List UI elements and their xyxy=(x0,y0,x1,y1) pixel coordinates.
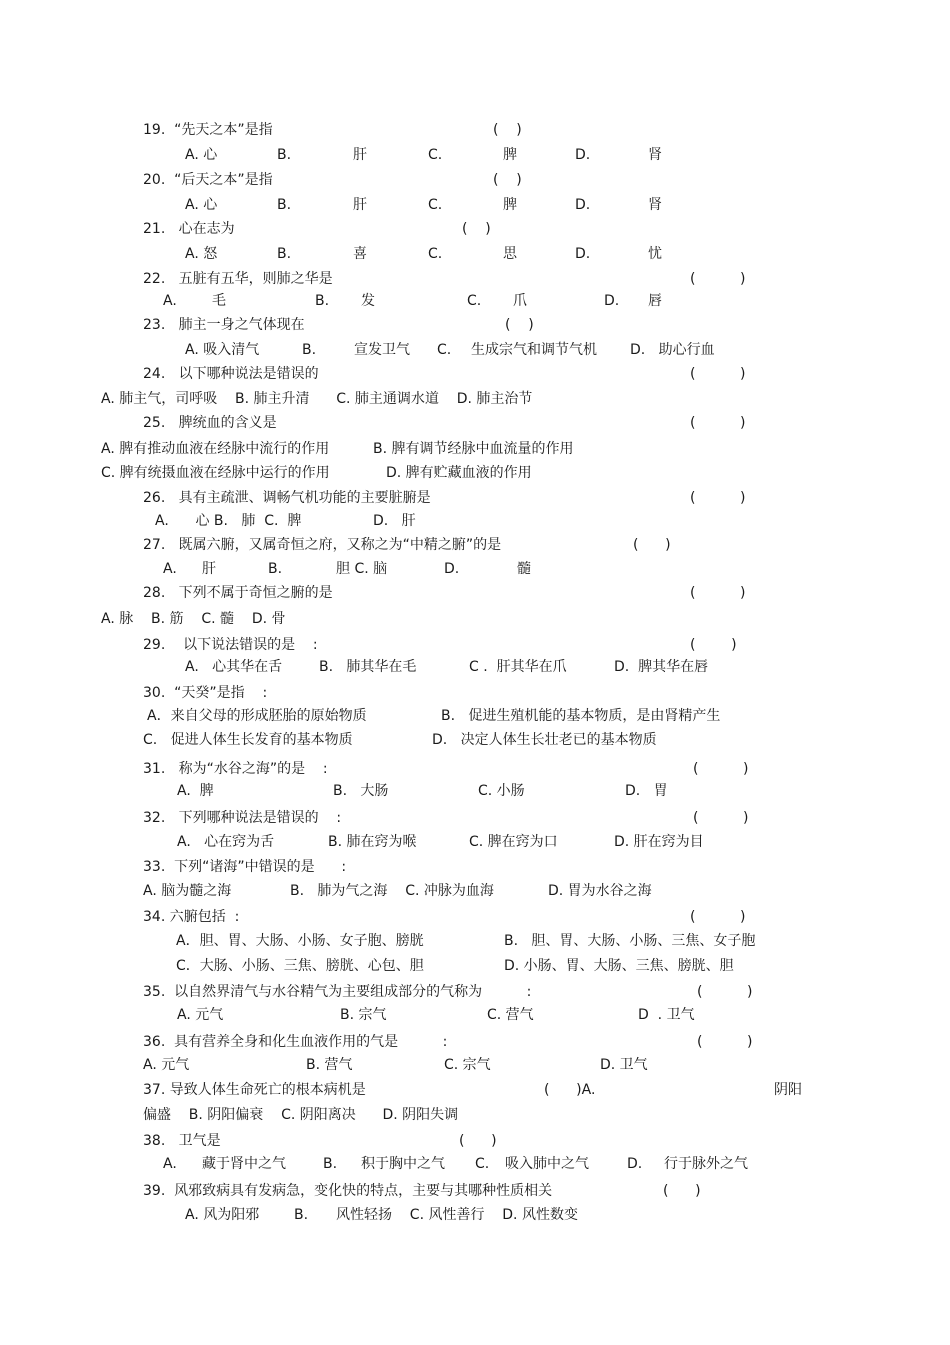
text-line: C. xyxy=(428,246,443,262)
text-line: C. xyxy=(437,342,452,358)
text-line: 23. 肺主一身之气体现在 xyxy=(143,317,305,333)
text-line: ( ) xyxy=(690,490,746,506)
text-line: A. xyxy=(163,1156,177,1172)
text-line: 风性轻扬 C. 风性善行 D. 风性数变 xyxy=(336,1207,578,1223)
text-line: A. xyxy=(163,293,177,309)
text-line: B. 营气 xyxy=(306,1057,353,1073)
text-line: 30. “天癸”是指 : xyxy=(143,685,268,701)
text-line: A. 心 xyxy=(185,197,218,213)
text-line: ( ) xyxy=(690,366,746,382)
text-line: 37. 导致人体生命死亡的根本病机是 xyxy=(143,1082,366,1098)
text-line: ( ) xyxy=(690,909,746,925)
text-line: B. 肺在窍为喉 xyxy=(328,834,417,850)
text-line: B. 胆、胃、大肠、小肠、三焦、女子胞 xyxy=(504,933,756,949)
text-line: B. 肺其华在毛 xyxy=(319,659,417,675)
text-line: 思 xyxy=(503,246,517,262)
text-line: D. xyxy=(575,147,591,163)
text-line: B. xyxy=(268,561,283,577)
text-line: 爪 xyxy=(513,293,527,309)
text-line: 阴阳 xyxy=(774,1082,802,1098)
text-line: ( ) xyxy=(690,585,746,601)
text-line: 39. 风邪致病具有发病急，变化快的特点，主要与其哪种性质相关 xyxy=(143,1183,553,1199)
text-line: 25. 脾统血的含义是 xyxy=(143,415,277,431)
text-line: A. 心 xyxy=(185,147,218,163)
text-line: 吸入肺中之气 xyxy=(505,1156,589,1172)
text-line: B. 大肠 xyxy=(333,783,389,799)
text-line: D. 脾有贮藏血液的作用 xyxy=(386,465,532,481)
text-line: D. 脾其华在唇 xyxy=(614,659,709,675)
text-line: C. xyxy=(428,147,443,163)
text-line: C. xyxy=(467,293,482,309)
text-line: 28. 下列不属于奇恒之腑的是 xyxy=(143,585,333,601)
text-line: 喜 xyxy=(353,246,367,262)
text-line: 髓 xyxy=(517,561,531,577)
text-line: 肝 xyxy=(353,197,367,213)
text-line: A. 怒 xyxy=(185,246,218,262)
text-line: 21. 心在志为 xyxy=(143,221,235,237)
text-line: C. 脾有统摄血液在经脉中运行的作用 xyxy=(101,465,330,481)
text-line: ( ) xyxy=(505,317,534,333)
text-line: ( ) xyxy=(633,537,671,553)
text-line: 38. 卫气是 xyxy=(143,1133,221,1149)
text-line: ( ) xyxy=(493,122,522,138)
text-line: 脾 xyxy=(503,197,517,213)
text-line: 35. 以自然界清气与水谷精气为主要组成部分的气称为 : xyxy=(143,984,532,1000)
text-line: D. 胃为水谷之海 xyxy=(548,883,652,899)
text-line: ( ) xyxy=(459,1133,497,1149)
text-line: D. 肝在窍为目 xyxy=(614,834,704,850)
text-line: D . 卫气 xyxy=(638,1007,695,1023)
text-line: A. 肺主气，司呼吸 B. 肺主升清 C. 肺主通调水道 D. 肺主治节 xyxy=(101,391,533,407)
text-line: B. xyxy=(277,246,292,262)
text-line: B. 宗气 xyxy=(340,1007,387,1023)
text-line: ( ) xyxy=(697,984,753,1000)
text-line: B. 肺为气之海 C. 冲脉为血海 xyxy=(290,883,494,899)
text-line: C. 小肠 xyxy=(478,783,525,799)
text-line: 行于脉外之气 xyxy=(664,1156,748,1172)
text-line: ( ) xyxy=(690,271,746,287)
text-line: 肝 xyxy=(353,147,367,163)
text-line: ( ) xyxy=(663,1183,701,1199)
text-line: D. xyxy=(444,561,460,577)
text-line: C . 肝其华在爪 xyxy=(469,659,567,675)
text-line: 忧 xyxy=(648,246,662,262)
text-line: ( ) xyxy=(690,637,737,653)
text-line: D. xyxy=(627,1156,643,1172)
text-line: A. 心在窍为舌 xyxy=(177,834,275,850)
text-line: 33. 下列“诸海”中错误的是 : xyxy=(143,859,347,875)
text-line: 发 xyxy=(361,293,375,309)
text-line: D. xyxy=(575,197,591,213)
text-line: D. xyxy=(575,246,591,262)
text-line: 20. “后天之本”是指 xyxy=(143,172,273,188)
text-line: A．胆、胃、大肠、小肠、女子胞、膀胱 xyxy=(176,933,424,949)
text-line: 31. 称为“水谷之海”的是 : xyxy=(143,761,328,777)
text-line: D. xyxy=(604,293,620,309)
text-line: B. xyxy=(323,1156,338,1172)
text-line: 生成宗气和调节气机 xyxy=(471,342,597,358)
text-line: B. xyxy=(302,342,317,358)
text-line: B. xyxy=(315,293,330,309)
text-line: 29. 以下说法错误的是 : xyxy=(143,637,318,653)
text-line: D. 助心行血 xyxy=(630,342,715,358)
text-line: B. xyxy=(294,1207,309,1223)
text-line: D. 卫气 xyxy=(600,1057,648,1073)
text-line: A. 元气 xyxy=(177,1007,224,1023)
text-line: D. 胃 xyxy=(625,783,668,799)
text-line: 22. 五脏有五华，则肺之华是 xyxy=(143,271,333,287)
text-line: C. xyxy=(428,197,443,213)
text-line: 24. 以下哪种说法是错误的 xyxy=(143,366,319,382)
text-line: B. xyxy=(277,197,292,213)
text-line: 36. 具有营养全身和化生血液作用的气是 : xyxy=(143,1034,448,1050)
text-line: ( ) xyxy=(693,761,749,777)
text-line: C. 营气 xyxy=(487,1007,534,1023)
text-line: 积于胸中之气 xyxy=(361,1156,445,1172)
text-line: 胆 C. 脑 xyxy=(336,561,388,577)
text-line: 26. 具有主疏泄、调畅气机功能的主要脏腑是 xyxy=(143,490,431,506)
text-line: ( ) xyxy=(493,172,522,188)
text-line: ( ) xyxy=(690,415,746,431)
text-line: A．来自父母的形成胚胎的原始物质 xyxy=(147,708,367,724)
text-line: A. 脑为髓之海 xyxy=(143,883,232,899)
text-line: ( )A. xyxy=(544,1082,596,1098)
text-line: B. 促进生殖机能的基本物质，是由肾精产生 xyxy=(441,708,721,724)
text-line: 27. 既属六腑，又属奇恒之府，又称之为“中精之腑”的是 xyxy=(143,537,502,553)
text-line: 32. 下列哪种说法是错误的 : xyxy=(143,810,342,826)
text-line: A. 脉 B. 筋 C. 髓 D. 骨 xyxy=(101,611,286,627)
text-line: A. 风为阳邪 xyxy=(185,1207,260,1223)
text-line: ( ) xyxy=(693,810,749,826)
text-line: D. 决定人体生长壮老已的基本物质 xyxy=(432,732,657,748)
text-line: C. 脾在窍为口 xyxy=(469,834,558,850)
text-line: 唇 xyxy=(648,293,662,309)
text-line: A. 心其华在舌 xyxy=(185,659,283,675)
text-line: 19. “先天之本”是指 xyxy=(143,122,273,138)
text-line: A. xyxy=(163,561,177,577)
text-line: 偏盛 B. 阴阳偏衰 C. 阴阳离决 D. 阴阳失调 xyxy=(143,1107,459,1123)
text-line: 脾 xyxy=(503,147,517,163)
text-line: 肝 xyxy=(202,561,216,577)
text-line: D. 小肠、胃、大肠、三焦、膀胱、胆 xyxy=(504,958,734,974)
text-line: 肾 xyxy=(648,147,662,163)
text-line: A. 吸入清气 xyxy=(185,342,260,358)
text-line: 宣发卫气 xyxy=(354,342,410,358)
text-line: B. xyxy=(277,147,292,163)
text-line: C. xyxy=(475,1156,490,1172)
text-line: A. 脾有推动血液在经脉中流行的作用 xyxy=(101,441,330,457)
text-line: 藏于肾中之气 xyxy=(202,1156,286,1172)
text-line: 毛 xyxy=(212,293,226,309)
text-line: C. 宗气 xyxy=(444,1057,491,1073)
text-line: C．大肠、小肠、三焦、膀胱、心包、胆 xyxy=(176,958,424,974)
text-line: C. 促进人体生长发育的基本物质 xyxy=(143,732,353,748)
text-line: D. 肝 xyxy=(373,513,416,529)
text-line: A. 元气 xyxy=(143,1057,190,1073)
text-line: ( ) xyxy=(462,221,491,237)
text-line: B. 脾有调节经脉中血流量的作用 xyxy=(373,441,574,457)
text-line: 肾 xyxy=(648,197,662,213)
text-line: ( ) xyxy=(697,1034,753,1050)
text-line: 34. 六腑包括 : xyxy=(143,909,240,925)
text-line: A. 脾 xyxy=(177,783,214,799)
text-line: A. 心 B. 肺 C. 脾 xyxy=(155,513,302,529)
